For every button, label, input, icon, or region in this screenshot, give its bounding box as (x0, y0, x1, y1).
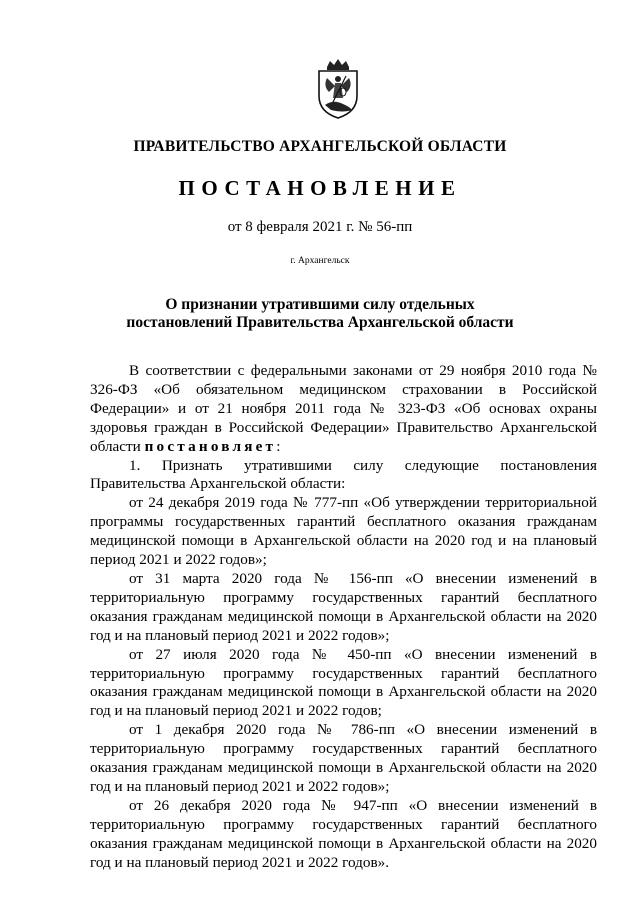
repealed-decree-2: от 31 марта 2020 года № 156-пп «О внесении изменений в территориальную программу государственных гарантий бесплатного оказания гражданам медицинской помощи в Архангельской области на 2020 год и на плановый период 2021 и 2022 годов»; (90, 569, 597, 644)
item-1-paragraph: 1. Признать утратившими силу следующие постановления Правительства Архангельской области: (90, 456, 597, 493)
date-and-number: от 8 февраля 2021 г. № 56-пп (227, 219, 413, 235)
repealed-decree-1: от 24 декабря 2019 года № 777-пп «Об утверждении территориальной программы государственных гарантий бесплатного оказания гражданам медицинской помощи в Архангельской области на 2020 год и на плановый период 2021 и 2022 годов»; (90, 494, 597, 569)
document-title (0, 296, 640, 332)
preamble-text: В соответствии с федеральными законами от 29 ноября 2010 года № 326-ФЗ «Об обязательном медицинском страховании в Российской Федерации» и от 21 ноября 2011 года № 323-ФЗ «Об основах охраны здоровья граждан в Российской Федерации» Правительство Архангельской области (90, 362, 597, 455)
decree-word: постановляет (144, 437, 277, 455)
repealed-decree-3: от 27 июля 2020 года № 450-пп «О внесении изменений в территориальную программу государственных гарантий бесплатного оказания гражданам медицинской помощи в Архангельской области на 2020 год и на плановый период 2021 и 2022 годов; (90, 645, 597, 720)
city-line: г. Архангельск (290, 256, 350, 266)
government-name: ПРАВИТЕЛЬСТВО АРХАНГЕЛЬСКОЙ ОБЛАСТИ (133, 138, 507, 155)
title-line-2: постановлений Правительства Архангельской области (126, 314, 514, 331)
repealed-decree-4: от 1 декабря 2020 года № 786-пп «О внесении изменений в территориальную программу государственных гарантий бесплатного оказания гражданам медицинской помощи в Архангельской области на 2020 год и на плановый период 2021 и 2022 годов»; (90, 721, 597, 795)
preamble-paragraph (90, 362, 597, 457)
title-line-1: О признании утратившими силу отдельных (165, 296, 475, 313)
repealed-decree-5: от 26 декабря 2020 года № 947-пп «О внесении изменений в территориальную программу государственных гарантий бесплатного оказания гражданам медицинской помощи в Архангельской области на 2020 год и на плановый период 2021 и 2022 годов». (90, 796, 597, 871)
document-type: ПОСТАНОВЛЕНИЕ (178, 176, 462, 200)
decree-colon: : (276, 437, 281, 455)
coat-of-arms-icon (313, 58, 363, 120)
document-body (90, 362, 597, 872)
